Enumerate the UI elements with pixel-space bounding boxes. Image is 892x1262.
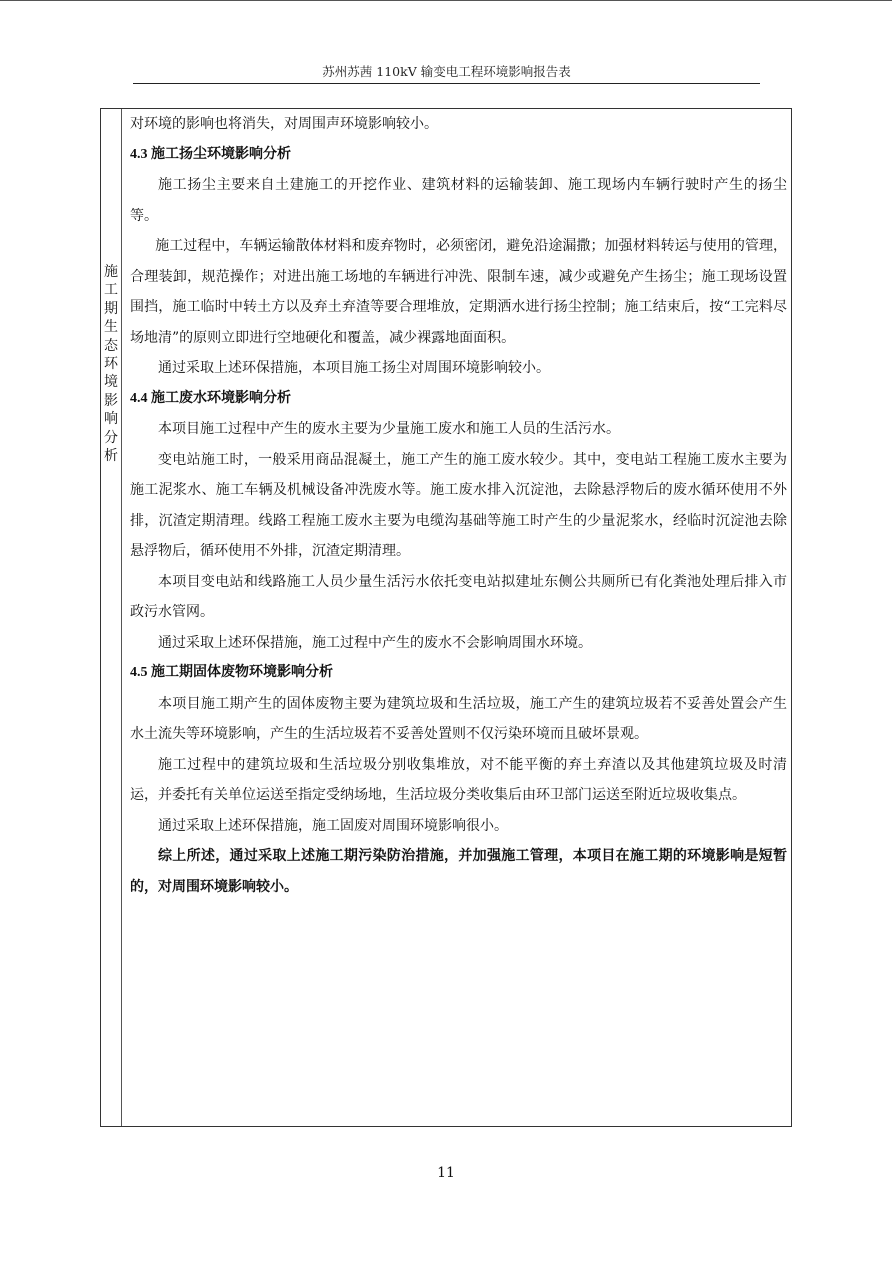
row-label-cell <box>101 109 122 1126</box>
paragraph: 变电站施工时，一般采用商品混凝土，施工产生的施工废水较少。其中，变电站工程施工废水主要为施工泥浆水、施工车辆及机械设备冲洗废水等。施工废水排入沉淀池，去除悬浮物后的废水循环使用不外排，沉渣定期清理。线路工程施工废水主要为电缆沟基础等施工时产生的少量泥浆水，经临时沉淀池去除悬浮物后，循环使用不外排，沉渣定期清理。 <box>130 451 787 559</box>
header-rule <box>133 83 760 84</box>
row-label: 施工期生态环境影响分析 <box>104 264 118 465</box>
paragraph: 通过采取上述环保措施，本项目施工扬尘对周围环境影响较小。 <box>158 360 550 376</box>
page-number: 11 <box>437 1165 455 1181</box>
section-heading-4-3: 4.3 施工扬尘环境影响分析 <box>130 146 291 162</box>
paragraph: 对环境的影响也将消失，对周围声环境影响较小。 <box>130 116 438 132</box>
report-table <box>100 108 792 1127</box>
content-cell <box>130 109 787 902</box>
page-top-border <box>0 0 892 1</box>
paragraph: 施工过程中的建筑垃圾和生活垃圾分别收集堆放，对不能平衡的弃土弃渣以及其他建筑垃圾及时清运，并委托有关单位运送至指定受纳场地，生活垃圾分类收集后由环卫部门运送至附近垃圾收集点。 <box>130 756 787 803</box>
paragraph: 通过采取上述环保措施，施工固废对周围环境影响很小。 <box>158 817 508 834</box>
paragraph: 施工过程中，车辆运输散体材料和废弃物时，必须密闭，避免沿途漏撒；加强材料转运与使用的管理，合理装卸，规范操作；对进出施工场地的车辆进行冲洗、限制车速，减少或避免产生扬尘；施工现场设置围挡，施工临时中转土方以及弃土弃渣等要合理堆放，定期洒水进行扬尘控制；施工结束后，按“工完料尽场地清”的原则立即进行空地硬化和覆盖，减少裸露地面面积。 <box>130 238 787 346</box>
paragraph: 本项目变电站和线路施工人员少量生活污水依托变电站拟建址东侧公共厕所已有化粪池处理后排入市政污水管网。 <box>130 573 787 620</box>
section-heading-4-5: 4.5 施工期固体废物环境影响分析 <box>130 665 333 680</box>
paragraph: 本项目施工期产生的固体废物主要为建筑垃圾和生活垃圾，施工产生的建筑垃圾若不妥善处置会产生水土流失等环境影响，产生的生活垃圾若不妥善处置则不仅污染环境而且破坏景观。 <box>130 695 787 742</box>
paragraph: 本项目施工过程中产生的废水主要为少量施工废水和施工人员的生活污水。 <box>158 421 620 437</box>
paragraph: 施工扬尘主要来自土建施工的开挖作业、建筑材料的运输装卸、施工现场内车辆行驶时产生的扬尘等。 <box>130 177 787 224</box>
summary-paragraph: 综上所述，通过采取上述施工期污染防治措施，并加强施工管理，本项目在施工期的环境影响是短暂的，对周围环境影响较小。 <box>130 848 787 895</box>
running-header: 苏州苏茜 110kV 输变电工程环境影响报告表 <box>322 64 571 79</box>
paragraph: 通过采取上述环保措施，施工过程中产生的废水不会影响周围水环境。 <box>158 634 592 651</box>
section-heading-4-4: 4.4 施工废水环境影响分析 <box>130 390 291 406</box>
